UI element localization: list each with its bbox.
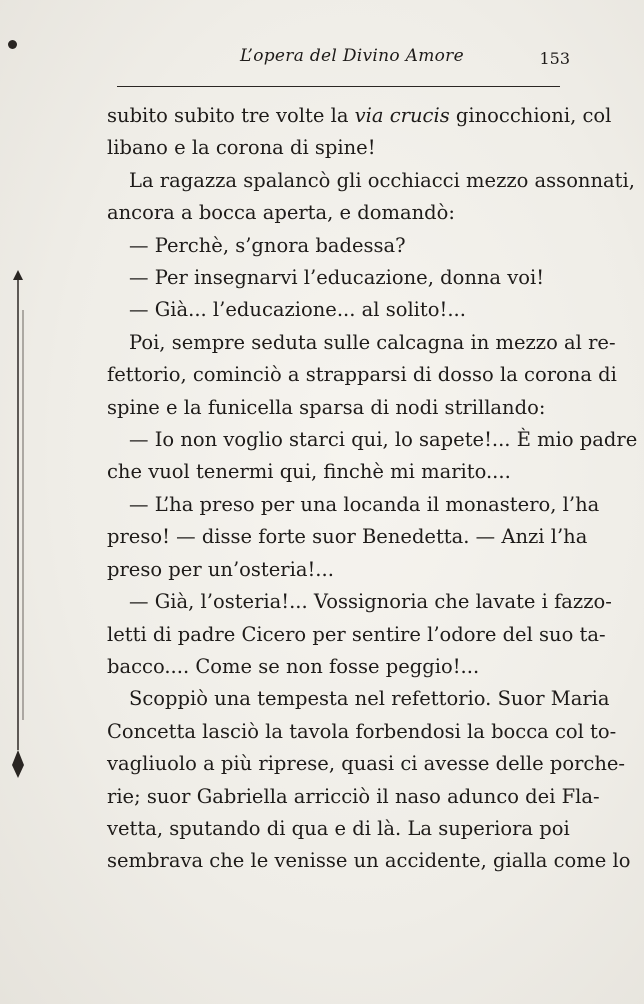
text-line: ancora a bocca aperta, e domandò: xyxy=(107,201,455,225)
text-line: — Per insegnarvi l’educazione, donna voi! xyxy=(129,266,545,290)
text-line: sembrava che le venisse un accidente, gialla come lo xyxy=(107,849,631,873)
page-number: 153 xyxy=(539,49,570,68)
text-line: libano e la corona di spine! xyxy=(107,136,376,160)
text-line: bacco.... Come se non fosse peggio!... xyxy=(107,654,480,678)
text-line: — Io non voglio starci qui, lo sapete!... È mio padre xyxy=(129,428,638,452)
text-line: preso! — disse forte suor Benedetta. — Anzi l’ha xyxy=(107,525,588,549)
text-line: La ragazza spalancò gli occhiacci mezzo assonnati, xyxy=(129,168,635,192)
page-header xyxy=(110,44,570,74)
text-line: — Già... l’educazione... al solito!... xyxy=(129,298,466,322)
text-line: Concetta lasciò la tavola forbendosi la bocca col to- xyxy=(107,719,617,743)
text-line: — Perchè, s’gnora badessa? xyxy=(129,233,406,257)
text-line: — L’ha preso per una locanda il monastero, l’ha xyxy=(129,492,600,516)
text-line: che vuol tenermi qui, finchè mi marito.... xyxy=(107,460,511,484)
header-rule xyxy=(117,86,560,87)
text-line: vetta, sputando di qua e di là. La superiora poi xyxy=(107,816,570,840)
text-line: Scoppiò una tempesta nel refettorio. Suor Maria xyxy=(129,687,610,711)
text-line: fettorio, cominciò a strapparsi di dosso la corona di xyxy=(107,363,617,387)
body-text xyxy=(107,100,638,878)
text-line: letti di padre Cicero per sentire l’odore del suo ta- xyxy=(107,622,606,646)
text-line: — Già, l’osteria!... Vossignoria che lavate i fazzo- xyxy=(129,590,612,614)
binding-thread-marks xyxy=(10,250,26,810)
text-line: spine e la funicella sparsa di nodi strillando: xyxy=(107,395,546,419)
running-title: L’opera del Divino Amore xyxy=(240,46,464,66)
text-line: preso per un’osteria!... xyxy=(107,557,334,581)
text-line: Poi, sempre seduta sulle calcagna in mezzo al re- xyxy=(129,330,616,354)
text-line: subito subito tre volte la via crucis ginocchioni, col xyxy=(107,104,612,127)
text-line: vagliuolo a più riprese, quasi ci avesse delle porche- xyxy=(107,752,626,776)
margin-dot xyxy=(8,40,17,49)
text-line: rie; suor Gabriella arricciò il naso adunco dei Fla- xyxy=(107,784,600,808)
